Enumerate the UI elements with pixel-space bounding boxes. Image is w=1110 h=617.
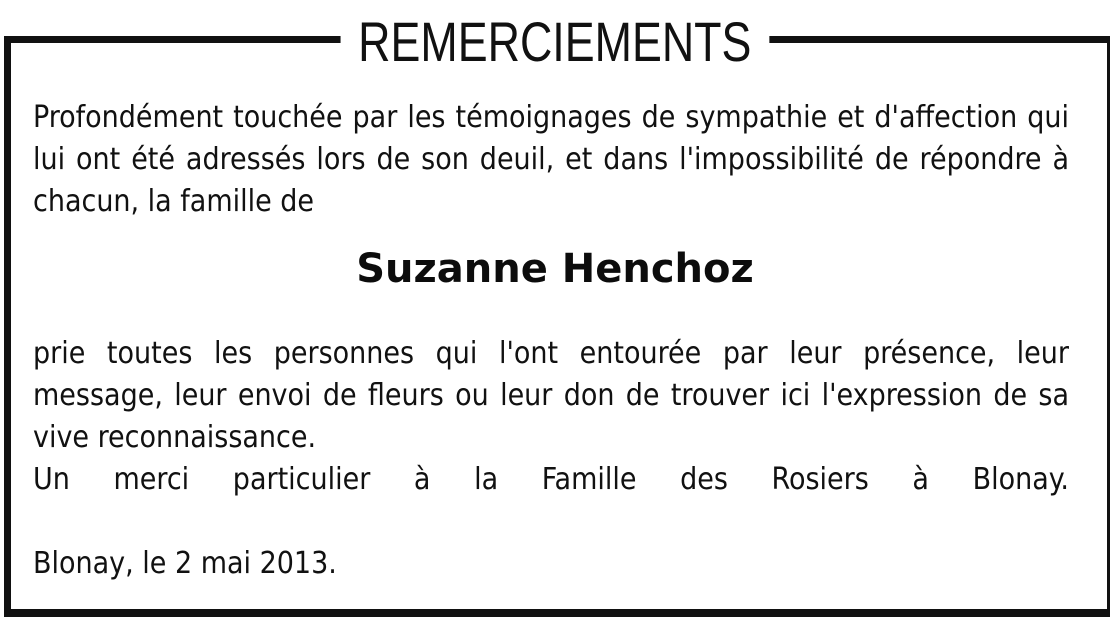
date-line: Blonay, le 2 mai 2013. — [33, 546, 337, 581]
thanks-line: Un merci particulier à la Famille des Rosiers à Blonay. — [33, 462, 1069, 497]
notice-title: REMERCIEMENTS — [341, 14, 769, 70]
message-paragraph: prie toutes les personnes qui l'ont entourée par leur présence, leur message, leur envoi de fleurs ou leur don de trouver ici l'expression de sa vive reconnaissance. — [33, 336, 1069, 455]
intro-paragraph: Profondément touchée par les témoignages de sympathie et d'affection qui lui ont été adressés lors de son deuil, et dans l'impossibilité de répondre à chacun, la famille de — [33, 100, 1069, 219]
notice-heading — [0, 10, 1110, 73]
deceased-name: Suzanne Henchoz — [356, 246, 754, 292]
